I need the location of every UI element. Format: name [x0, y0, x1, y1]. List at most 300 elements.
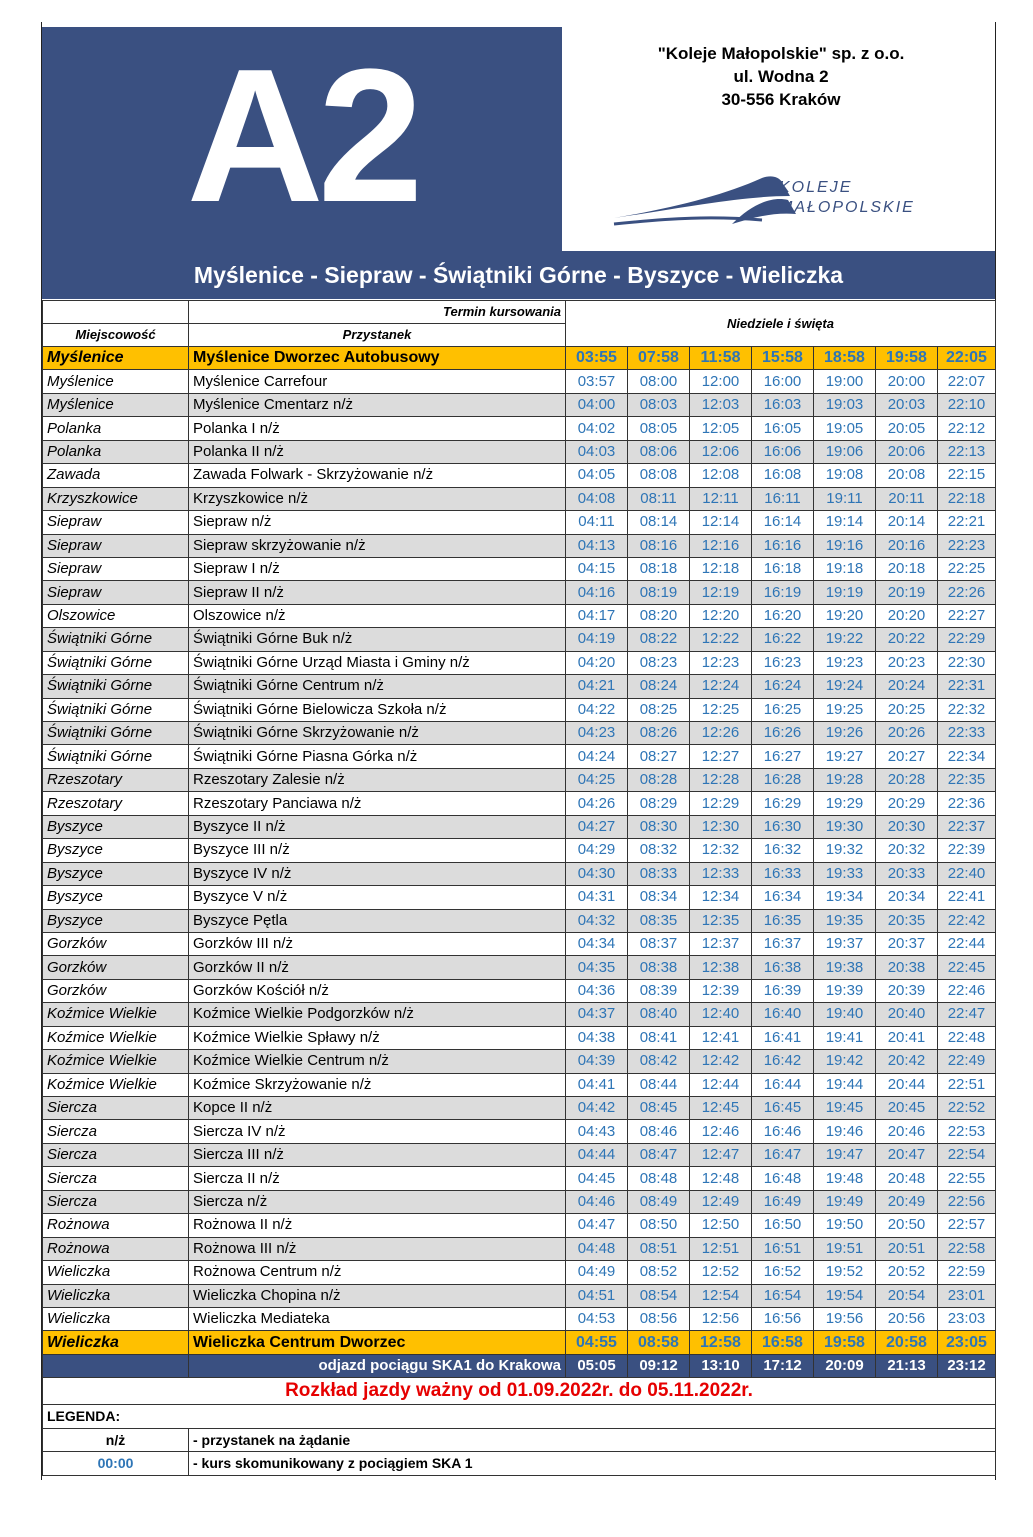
time-cell: 12:00 — [690, 370, 752, 393]
time-cell: 20:44 — [876, 1073, 938, 1096]
validity-text: Rozkład jazdy ważny od 01.09.2022r. do 05.11.2022r. — [43, 1378, 996, 1405]
time-cell: 04:03 — [566, 440, 628, 463]
time-cell: 07:58 — [628, 347, 690, 370]
time-cell: 20:03 — [876, 393, 938, 416]
time-cell: 19:33 — [814, 862, 876, 885]
time-cell: 04:45 — [566, 1167, 628, 1190]
stop-cell: Zawada Folwark - Skrzyżowanie n/ż — [189, 464, 566, 487]
time-cell: 16:42 — [752, 1050, 814, 1073]
time-cell: 19:41 — [814, 1026, 876, 1049]
time-cell: 20:28 — [876, 768, 938, 791]
train-time-cell: 20:09 — [814, 1354, 876, 1377]
time-cell: 19:35 — [814, 909, 876, 932]
col-locality: Miejscowość — [43, 324, 189, 347]
time-cell: 04:34 — [566, 932, 628, 955]
time-cell: 12:28 — [690, 768, 752, 791]
time-cell: 04:30 — [566, 862, 628, 885]
time-cell: 04:47 — [566, 1214, 628, 1237]
time-cell: 04:29 — [566, 839, 628, 862]
table-row — [43, 1261, 996, 1284]
time-cell: 22:21 — [938, 511, 996, 534]
time-cell: 16:56 — [752, 1307, 814, 1330]
time-cell: 20:32 — [876, 839, 938, 862]
time-cell: 19:03 — [814, 393, 876, 416]
time-cell: 22:55 — [938, 1167, 996, 1190]
locality-cell: Siepraw — [43, 534, 189, 557]
time-cell: 19:18 — [814, 557, 876, 580]
time-cell: 08:58 — [628, 1331, 690, 1354]
time-cell: 19:29 — [814, 792, 876, 815]
time-cell: 04:11 — [566, 511, 628, 534]
time-cell: 19:32 — [814, 839, 876, 862]
time-cell: 16:24 — [752, 675, 814, 698]
time-cell: 22:18 — [938, 487, 996, 510]
time-cell: 04:15 — [566, 557, 628, 580]
time-cell: 22:48 — [938, 1026, 996, 1049]
stop-cell: Byszyce Pętla — [189, 909, 566, 932]
table-row — [43, 393, 996, 416]
time-cell: 19:19 — [814, 581, 876, 604]
time-cell: 08:40 — [628, 1003, 690, 1026]
time-cell: 08:00 — [628, 370, 690, 393]
time-cell: 04:27 — [566, 815, 628, 838]
stop-cell: Świątniki Górne Buk n/ż — [189, 628, 566, 651]
time-cell: 22:31 — [938, 675, 996, 698]
stop-cell: Siepraw skrzyżowanie n/ż — [189, 534, 566, 557]
locality-cell: Polanka — [43, 417, 189, 440]
time-cell: 12:16 — [690, 534, 752, 557]
stop-cell: Świątniki Górne Bielowicza Szkoła n/ż — [189, 698, 566, 721]
time-cell: 20:50 — [876, 1214, 938, 1237]
time-cell: 16:19 — [752, 581, 814, 604]
time-cell: 16:14 — [752, 511, 814, 534]
time-cell: 22:49 — [938, 1050, 996, 1073]
time-cell: 20:34 — [876, 886, 938, 909]
time-cell: 22:23 — [938, 534, 996, 557]
stop-cell: Koźmice Wielkie Spławy n/ż — [189, 1026, 566, 1049]
time-cell: 08:56 — [628, 1307, 690, 1330]
time-cell: 20:05 — [876, 417, 938, 440]
time-cell: 12:46 — [690, 1120, 752, 1143]
time-cell: 04:17 — [566, 604, 628, 627]
time-cell: 04:22 — [566, 698, 628, 721]
logo-text — [779, 178, 915, 218]
time-cell: 12:35 — [690, 909, 752, 932]
time-cell: 19:54 — [814, 1284, 876, 1307]
stop-cell: Siercza IV n/ż — [189, 1120, 566, 1143]
locality-cell: Świątniki Górne — [43, 722, 189, 745]
time-cell: 08:16 — [628, 534, 690, 557]
table-row — [43, 1003, 996, 1026]
legend-description: - przystanek na żądanie — [189, 1428, 996, 1451]
stop-cell: Rzeszotary Panciawa n/ż — [189, 792, 566, 815]
time-cell: 12:08 — [690, 464, 752, 487]
time-cell: 04:05 — [566, 464, 628, 487]
legend-row — [43, 1452, 996, 1475]
locality-cell: Byszyce — [43, 862, 189, 885]
time-cell: 04:00 — [566, 393, 628, 416]
time-cell: 22:26 — [938, 581, 996, 604]
time-cell: 08:22 — [628, 628, 690, 651]
train-time-cell: 21:13 — [876, 1354, 938, 1377]
route-code-box — [42, 27, 562, 251]
time-cell: 22:32 — [938, 698, 996, 721]
table-row — [43, 628, 996, 651]
company-name: "Koleje Małopolskie" sp. z o.o. — [657, 44, 905, 63]
time-cell: 20:27 — [876, 745, 938, 768]
time-cell: 16:46 — [752, 1120, 814, 1143]
locality-cell: Krzyszkowice — [43, 487, 189, 510]
time-cell: 15:58 — [752, 347, 814, 370]
time-cell: 20:08 — [876, 464, 938, 487]
time-cell: 12:42 — [690, 1050, 752, 1073]
time-cell: 16:40 — [752, 1003, 814, 1026]
time-cell: 16:44 — [752, 1073, 814, 1096]
time-cell: 04:43 — [566, 1120, 628, 1143]
time-cell: 04:36 — [566, 979, 628, 1002]
table-row — [43, 839, 996, 862]
time-cell: 20:18 — [876, 557, 938, 580]
locality-cell: Gorzków — [43, 979, 189, 1002]
time-cell: 08:20 — [628, 604, 690, 627]
table-row — [43, 417, 996, 440]
time-cell: 20:51 — [876, 1237, 938, 1260]
table-row — [43, 464, 996, 487]
time-cell: 04:23 — [566, 722, 628, 745]
time-cell: 08:23 — [628, 651, 690, 674]
time-cell: 08:38 — [628, 956, 690, 979]
time-cell: 04:53 — [566, 1307, 628, 1330]
time-cell: 20:39 — [876, 979, 938, 1002]
locality-cell: Siepraw — [43, 557, 189, 580]
table-row — [43, 862, 996, 885]
company-street: ul. Wodna 2 — [733, 67, 829, 86]
time-cell: 08:37 — [628, 932, 690, 955]
legend-description: - kurs skomunikowany z pociągiem SKA 1 — [189, 1452, 996, 1475]
time-cell: 04:25 — [566, 768, 628, 791]
time-cell: 12:20 — [690, 604, 752, 627]
table-row — [43, 768, 996, 791]
stop-cell: Siepraw n/ż — [189, 511, 566, 534]
table-row — [43, 932, 996, 955]
time-cell: 22:10 — [938, 393, 996, 416]
time-cell: 20:14 — [876, 511, 938, 534]
table-row — [43, 370, 996, 393]
time-cell: 04:42 — [566, 1097, 628, 1120]
time-cell: 20:19 — [876, 581, 938, 604]
locality-cell: Polanka — [43, 440, 189, 463]
time-cell: 22:12 — [938, 417, 996, 440]
table-row — [43, 792, 996, 815]
train-time-cell: 05:05 — [566, 1354, 628, 1377]
time-cell: 20:06 — [876, 440, 938, 463]
time-cell: 04:26 — [566, 792, 628, 815]
time-cell: 16:34 — [752, 886, 814, 909]
time-cell: 19:22 — [814, 628, 876, 651]
time-cell: 16:20 — [752, 604, 814, 627]
route-code: A2 — [186, 30, 418, 242]
time-cell: 20:38 — [876, 956, 938, 979]
time-cell: 08:34 — [628, 886, 690, 909]
time-cell: 19:49 — [814, 1190, 876, 1213]
time-cell: 08:52 — [628, 1261, 690, 1284]
time-cell: 16:50 — [752, 1214, 814, 1237]
time-cell: 03:57 — [566, 370, 628, 393]
time-cell: 22:07 — [938, 370, 996, 393]
time-cell: 19:24 — [814, 675, 876, 698]
time-cell: 20:35 — [876, 909, 938, 932]
timetable-sheet — [41, 22, 996, 1480]
time-cell: 12:29 — [690, 792, 752, 815]
time-cell: 12:32 — [690, 839, 752, 862]
time-cell: 22:58 — [938, 1237, 996, 1260]
time-cell: 16:30 — [752, 815, 814, 838]
locality-cell: Siepraw — [43, 581, 189, 604]
locality-cell: Siercza — [43, 1167, 189, 1190]
locality-cell: Koźmice Wielkie — [43, 1026, 189, 1049]
time-cell: 12:06 — [690, 440, 752, 463]
time-cell: 16:37 — [752, 932, 814, 955]
time-cell: 19:58 — [814, 1331, 876, 1354]
table-row — [43, 557, 996, 580]
time-cell: 04:08 — [566, 487, 628, 510]
stop-cell: Olszowice n/ż — [189, 604, 566, 627]
time-cell: 08:29 — [628, 792, 690, 815]
time-cell: 22:25 — [938, 557, 996, 580]
table-row — [43, 1331, 996, 1354]
stop-cell: Gorzków Kościół n/ż — [189, 979, 566, 1002]
time-cell: 08:26 — [628, 722, 690, 745]
legend-symbol: n/ż — [43, 1428, 189, 1451]
time-cell: 04:31 — [566, 886, 628, 909]
time-cell: 23:03 — [938, 1307, 996, 1330]
time-cell: 16:32 — [752, 839, 814, 862]
time-cell: 20:52 — [876, 1261, 938, 1284]
table-row — [43, 511, 996, 534]
stop-cell: Koźmice Wielkie Centrum n/ż — [189, 1050, 566, 1073]
time-cell: 16:33 — [752, 862, 814, 885]
stop-cell: Świątniki Górne Urząd Miasta i Gminy n/ż — [189, 651, 566, 674]
stop-cell: Rożnowa II n/ż — [189, 1214, 566, 1237]
time-cell: 19:14 — [814, 511, 876, 534]
table-row — [43, 1167, 996, 1190]
train-time-cell: 23:12 — [938, 1354, 996, 1377]
time-cell: 19:45 — [814, 1097, 876, 1120]
locality-cell: Wieliczka — [43, 1331, 189, 1354]
time-cell: 20:54 — [876, 1284, 938, 1307]
train-time-cell: 13:10 — [690, 1354, 752, 1377]
train-connection-row — [43, 1354, 996, 1377]
time-cell: 19:23 — [814, 651, 876, 674]
time-cell: 16:51 — [752, 1237, 814, 1260]
time-cell: 08:27 — [628, 745, 690, 768]
stop-cell: Siercza n/ż — [189, 1190, 566, 1213]
time-cell: 12:34 — [690, 886, 752, 909]
time-cell: 08:45 — [628, 1097, 690, 1120]
time-cell: 08:03 — [628, 393, 690, 416]
table-row — [43, 745, 996, 768]
time-cell: 12:26 — [690, 722, 752, 745]
time-cell: 20:11 — [876, 487, 938, 510]
time-cell: 19:11 — [814, 487, 876, 510]
stop-cell: Gorzków III n/ż — [189, 932, 566, 955]
time-cell: 16:11 — [752, 487, 814, 510]
stop-cell: Siercza III n/ż — [189, 1143, 566, 1166]
time-cell: 08:30 — [628, 815, 690, 838]
time-cell: 12:18 — [690, 557, 752, 580]
time-cell: 22:44 — [938, 932, 996, 955]
table-row — [43, 1097, 996, 1120]
time-cell: 08:44 — [628, 1073, 690, 1096]
time-cell: 19:20 — [814, 604, 876, 627]
locality-cell: Byszyce — [43, 839, 189, 862]
time-cell: 19:56 — [814, 1307, 876, 1330]
time-cell: 12:54 — [690, 1284, 752, 1307]
company-address — [569, 42, 993, 111]
time-cell: 22:53 — [938, 1120, 996, 1143]
time-cell: 04:35 — [566, 956, 628, 979]
locality-cell: Zawada — [43, 464, 189, 487]
time-cell: 20:47 — [876, 1143, 938, 1166]
train-time-cell: 17:12 — [752, 1354, 814, 1377]
locality-cell: Gorzków — [43, 956, 189, 979]
table-row — [43, 722, 996, 745]
time-cell: 19:25 — [814, 698, 876, 721]
time-cell: 22:27 — [938, 604, 996, 627]
stop-cell: Rożnowa III n/ż — [189, 1237, 566, 1260]
time-cell: 22:33 — [938, 722, 996, 745]
time-cell: 12:05 — [690, 417, 752, 440]
time-cell: 19:27 — [814, 745, 876, 768]
locality-cell: Wieliczka — [43, 1307, 189, 1330]
time-cell: 16:00 — [752, 370, 814, 393]
locality-cell: Byszyce — [43, 886, 189, 909]
time-cell: 22:54 — [938, 1143, 996, 1166]
time-cell: 12:24 — [690, 675, 752, 698]
table-row — [43, 1214, 996, 1237]
time-cell: 12:50 — [690, 1214, 752, 1237]
time-cell: 04:55 — [566, 1331, 628, 1354]
time-cell: 20:16 — [876, 534, 938, 557]
time-cell: 12:52 — [690, 1261, 752, 1284]
time-cell: 08:49 — [628, 1190, 690, 1213]
timetable — [42, 300, 996, 1476]
time-cell: 22:29 — [938, 628, 996, 651]
time-cell: 08:19 — [628, 581, 690, 604]
time-cell: 16:38 — [752, 956, 814, 979]
time-cell: 19:38 — [814, 956, 876, 979]
time-cell: 08:08 — [628, 464, 690, 487]
time-cell: 19:44 — [814, 1073, 876, 1096]
locality-cell: Olszowice — [43, 604, 189, 627]
stop-cell: Polanka I n/ż — [189, 417, 566, 440]
time-cell: 16:22 — [752, 628, 814, 651]
stop-cell: Koźmice Skrzyżowanie n/ż — [189, 1073, 566, 1096]
time-cell: 16:26 — [752, 722, 814, 745]
time-cell: 20:29 — [876, 792, 938, 815]
locality-cell: Rożnowa — [43, 1214, 189, 1237]
locality-cell: Myślenice — [43, 370, 189, 393]
time-cell: 12:48 — [690, 1167, 752, 1190]
stop-cell: Koźmice Wielkie Podgorzków n/ż — [189, 1003, 566, 1026]
locality-cell: Siercza — [43, 1143, 189, 1166]
stop-cell: Kopce II n/ż — [189, 1097, 566, 1120]
stop-cell: Gorzków II n/ż — [189, 956, 566, 979]
time-cell: 12:45 — [690, 1097, 752, 1120]
time-cell: 04:21 — [566, 675, 628, 698]
time-cell: 12:56 — [690, 1307, 752, 1330]
time-cell: 20:46 — [876, 1120, 938, 1143]
time-cell: 16:08 — [752, 464, 814, 487]
stop-cell: Świątniki Górne Piasna Górka n/ż — [189, 745, 566, 768]
table-row — [43, 886, 996, 909]
time-cell: 12:41 — [690, 1026, 752, 1049]
stop-cell: Byszyce V n/ż — [189, 886, 566, 909]
time-cell: 22:35 — [938, 768, 996, 791]
table-row — [43, 487, 996, 510]
time-cell: 16:29 — [752, 792, 814, 815]
time-cell: 08:11 — [628, 487, 690, 510]
time-cell: 12:23 — [690, 651, 752, 674]
time-cell: 08:24 — [628, 675, 690, 698]
time-cell: 12:39 — [690, 979, 752, 1002]
time-cell: 19:34 — [814, 886, 876, 909]
time-cell: 23:05 — [938, 1331, 996, 1354]
time-cell: 04:16 — [566, 581, 628, 604]
time-cell: 12:40 — [690, 1003, 752, 1026]
logo-line1: KOLEJE — [779, 179, 853, 196]
time-cell: 12:44 — [690, 1073, 752, 1096]
time-cell: 08:28 — [628, 768, 690, 791]
time-cell: 19:52 — [814, 1261, 876, 1284]
locality-cell: Świątniki Górne — [43, 698, 189, 721]
header-row-termin — [43, 301, 996, 324]
legend-symbol: 00:00 — [43, 1452, 189, 1475]
time-cell: 12:25 — [690, 698, 752, 721]
stop-cell: Siepraw I n/ż — [189, 557, 566, 580]
locality-cell: Rzeszotary — [43, 792, 189, 815]
time-cell: 22:34 — [938, 745, 996, 768]
time-cell: 04:38 — [566, 1026, 628, 1049]
time-cell: 22:47 — [938, 1003, 996, 1026]
time-cell: 20:45 — [876, 1097, 938, 1120]
stop-cell: Siercza II n/ż — [189, 1167, 566, 1190]
time-cell: 12:19 — [690, 581, 752, 604]
table-row — [43, 979, 996, 1002]
time-cell: 16:23 — [752, 651, 814, 674]
time-cell: 20:25 — [876, 698, 938, 721]
route-title: Myślenice - Siepraw - Świątniki Górne - Byszyce - Wieliczka — [42, 251, 995, 299]
stop-cell: Siepraw II n/ż — [189, 581, 566, 604]
time-cell: 19:08 — [814, 464, 876, 487]
time-cell: 08:06 — [628, 440, 690, 463]
time-cell: 16:49 — [752, 1190, 814, 1213]
time-cell: 12:33 — [690, 862, 752, 885]
time-cell: 20:24 — [876, 675, 938, 698]
table-row — [43, 1307, 996, 1330]
time-cell: 12:11 — [690, 487, 752, 510]
time-cell: 16:03 — [752, 393, 814, 416]
time-cell: 23:01 — [938, 1284, 996, 1307]
time-cell: 22:36 — [938, 792, 996, 815]
table-row — [43, 1143, 996, 1166]
stop-cell: Wieliczka Mediateka — [189, 1307, 566, 1330]
time-cell: 19:51 — [814, 1237, 876, 1260]
time-cell: 08:46 — [628, 1120, 690, 1143]
stop-cell: Wieliczka Chopina n/ż — [189, 1284, 566, 1307]
time-cell: 19:48 — [814, 1167, 876, 1190]
time-cell: 08:25 — [628, 698, 690, 721]
